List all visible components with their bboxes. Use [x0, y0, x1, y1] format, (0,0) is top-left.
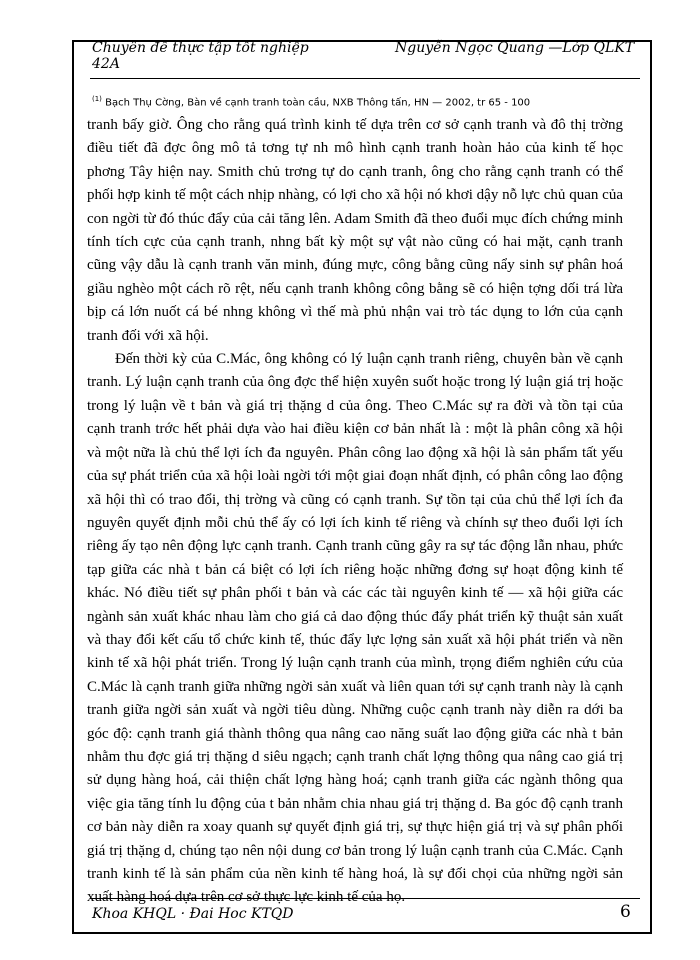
footer-divider: [90, 898, 640, 899]
footer-faculty: Khoa KHQL · Đai Hoc KTQD: [92, 906, 294, 922]
page-number: 6: [620, 902, 631, 922]
footnote-marker: (1): [92, 95, 102, 103]
paragraph: tranh bấy giờ. Ông cho rằng quá trình kinh tế dựa trên cơ sở cạnh tranh và đô thị trờng điều tiết đã đợc ông mô tả tơng tự nh mô hình cạnh tranh hoàn hảo của kinh tế học phơng Tây hiện nay. Smith chủ trơng tự do cạnh tranh, ông cho rằng cạnh tranh có thể phối hợp kinh tế một cách nhịp nhàng, có lợi cho xã hội nó khơi dậy nỗ lực chủ quan của con ngời từ đó thúc đẩy của cải tăng lên. Adam Smith đã theo đuổi mục đích chứng minh tính tích cực của cạnh tranh, nhng bất kỳ một sự vật nào cũng có hai mặt, cạnh tranh cũng vậy dẫu là cạnh tranh văn minh, đúng mực, công bằng cũng nẩy sinh sự phân hoá giầu nghèo một cách rõ rệt, nếu cạnh tranh không công bằng sẽ có hiện tợng dối trá lừa bịp cá lớn nuốt cá bé nhng không vì thế mà phủ nhận vai trò tác dụng to lớn của cạnh tranh đối với xã hội.: [87, 117, 623, 344]
paragraph: Đến thời kỳ của C.Mác, ông không có lý luận cạnh tranh riêng, chuyên bàn về cạnh tranh. Lý luận cạnh tranh của ông đợc thể hiện xuyên suốt hoặc trong lý luận giá trị hoặc trong lý luận về t bản và giá trị thặng d của ông. Theo C.Mác sự ra đời và tồn tại của cạnh tranh trớc hết phải dựa vào hai điều kiện cơ bản nhất là : một là phân công xã hội và một nữa là chủ thể lợi ích đa nguyên. Phân công lao động xã hội là sản phẩm tất yếu của sự phát triển của xã hội loài ngời tới một giai đoạn nhất định, có phân công lao động xã hội thì có trao đổi, thị trờng và cũng có cạnh tranh. Sự tồn tại của chủ thể lợi ích đa nguyên quyết định mỗi chủ thể ấy có lợi ích kinh tế riêng và chính sự theo đuổi lợi ích riêng ấy tạo nên động lực cạnh tranh. Cạnh tranh cũng gây ra sự tác động lẫn nhau, phức tạp giữa các nhà t bản cá biệt có lợi ích riêng hoặc những đơng sự hoạt động kinh tế khác. Nó điều tiết sự phân phối t bản và các các tài nguyên kinh tế — xã hội giữa các ngành sản xuất khác nhau làm cho giá cả dao động thúc đẩy phát triển kỹ thuật sản xuất và thay đổi kết cấu tổ chức kinh tế, thúc đẩy lực lợng sản xuất xã hội phát triển và nền kinh tế xã hội phát triển. Trong lý luận cạnh tranh của mình, trọng điểm nghiên cứu của C.Mác là cạnh tranh giữa những ngời sản xuất và liên quan tới sự cạnh tranh này là cạnh tranh giữa ngời sản xuất và ngời tiêu dùng. Những cuộc cạnh tranh này diễn ra dới ba góc độ: cạnh tranh giá thành thông qua nâng cao năng suất lao động giữa các nhà t bản nhằm thu đợc giá trị thặng d siêu ngạch; cạnh tranh chất lợng thông qua nâng cao giá trị sử dụng hàng hoá, cải thiện chất lợng hàng hoá; cạnh tranh giữa các ngành thông qua việc gia tăng tính lu động của t bản nhằm chia nhau giá trị thặng d. Ba góc độ cạnh tranh cơ bản này diễn ra xoay quanh sự quyết định giá trị, sự thực hiện giá trị và sự phân phối giá trị thặng d, chúng tạo nên nội dung cơ bản trong lý luận cạnh tranh của C.Mác. Cạnh tranh kinh tế là sản phẩm của nền kinh tế hàng hoá, là sự đối chọi của những ngời sản xuất hàng hoá dựa trên cơ sở thực lực kinh tế của họ.: [87, 351, 623, 906]
body-text: [87, 114, 623, 910]
header-class-code: 42A: [92, 56, 120, 72]
footnote: [92, 95, 530, 108]
header-title: Chuyên đề thực tập tốt nghiệp: [92, 40, 309, 56]
header-left: [92, 40, 332, 72]
header-author: Nguyễn Ngọc Quang —Lớp QLKT: [395, 40, 635, 56]
header-divider: [90, 78, 640, 79]
footnote-text: Bạch Thụ Cờng, Bàn về cạnh tranh toàn cầu, NXB Thông tấn, HN — 2002, tr 65 - 100: [101, 97, 531, 109]
